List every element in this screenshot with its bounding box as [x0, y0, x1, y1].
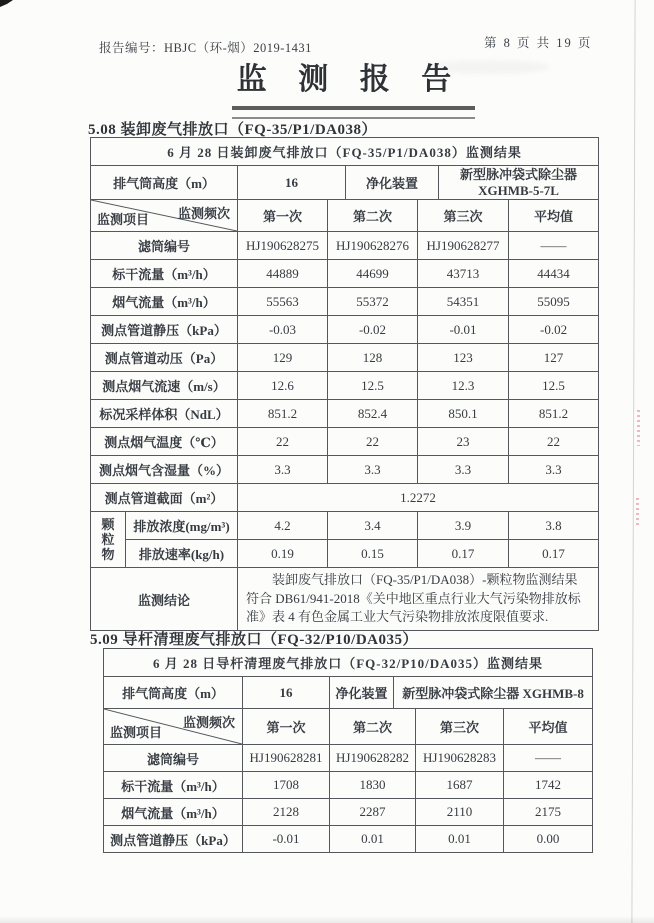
cell-value: 44434 [509, 260, 599, 288]
cell-value: 4.2 [238, 512, 328, 540]
conclusion-label: 监测结论 [91, 568, 238, 631]
purifier-device-line2: XGHMB-5-7L [478, 182, 559, 198]
cell-value: -0.01 [418, 316, 509, 344]
table-row [91, 344, 599, 372]
section-heading-5-08: 5.08 装卸废气排放口（FQ-35/P1/DA038） [88, 122, 377, 138]
table-row [91, 372, 599, 400]
cell-value: 3.3 [418, 456, 509, 484]
particulate-row [91, 512, 599, 540]
stack-height-value: 16 [243, 677, 330, 709]
cell-value: 851.2 [238, 400, 328, 428]
table-title: 6 月 28 日装卸废气排放口（FQ-35/P1/DA038）监测结果 [91, 138, 599, 166]
cell-value: -0.02 [328, 316, 418, 344]
cell-value: 850.1 [418, 400, 509, 428]
particulate-row [91, 540, 599, 568]
row-label: 测点烟气流速（m/s） [91, 372, 238, 400]
table-title-row [104, 649, 593, 677]
cell-value: -0.01 [243, 826, 330, 853]
cell-value: 1687 [416, 772, 504, 799]
diagonal-header-cell [91, 200, 238, 232]
cell-value: 3.3 [509, 456, 599, 484]
cell-value: 3.3 [328, 456, 418, 484]
table-row [91, 260, 599, 288]
cell-value: 1742 [504, 772, 593, 799]
table-row [104, 826, 593, 853]
row-label: 测点管道动压（Pa） [91, 344, 238, 372]
duct-section-row [91, 484, 599, 512]
duct-section-label: 测点管道截面（m²） [91, 484, 238, 512]
col-header-third: 第三次 [416, 709, 504, 745]
diagonal-header-cell [104, 709, 243, 745]
cell-value: 3.4 [328, 512, 418, 540]
purifier-device [439, 166, 599, 200]
cell-value: HJ190628281 [243, 745, 330, 772]
cell-value: 0.17 [509, 540, 599, 568]
cell-value: 22 [238, 428, 328, 456]
diag-frequency-label: 监测频次 [182, 715, 235, 730]
cell-value: 127 [509, 344, 599, 372]
row-label: 测点烟气温度（℃） [91, 428, 238, 456]
cell-value: 22 [509, 428, 599, 456]
table-title: 6 月 28 日导杆清理废气排放口（FQ-32/P10/DA035）监测结果 [104, 649, 593, 677]
row-label: 烟气流量（m³/h） [104, 799, 243, 826]
monitoring-table-loading-outlet [90, 137, 599, 631]
stack-height-value: 16 [238, 166, 346, 200]
section-heading-5-09: 5.09 导杆清理废气排放口（FQ-32/P10/DA035） [90, 632, 418, 648]
cell-value: 12.5 [509, 372, 599, 400]
col-header-third: 第三次 [418, 200, 509, 232]
row-label: 测点管道静压（kPa） [104, 826, 243, 853]
cell-value: 2287 [330, 799, 416, 826]
cell-value: 22 [328, 428, 418, 456]
cell-value: —— [509, 232, 599, 260]
cell-value: 2110 [416, 799, 504, 826]
cell-value: HJ190628283 [416, 745, 504, 772]
document-title: 监 测 报 告 [236, 63, 464, 96]
cell-value: 3.9 [418, 512, 509, 540]
page-number: 第 8 页 共 19 页 [484, 36, 593, 50]
row-label: 烟气流量（m³/h） [91, 288, 238, 316]
row-label: 滤筒编号 [91, 232, 238, 260]
cell-value: 851.2 [509, 400, 599, 428]
table-row [104, 799, 593, 826]
table-row [91, 400, 599, 428]
cell-value: 2175 [504, 799, 593, 826]
purifier-device-line1: 新型脉冲袋式除尘器 [460, 166, 578, 182]
col-header-first: 第一次 [243, 709, 330, 745]
cell-value: 43713 [418, 260, 509, 288]
table-row [91, 232, 599, 260]
col-header-second: 第二次 [328, 200, 418, 232]
row-label: 标干流量（m³/h） [91, 260, 238, 288]
stack-height-label: 排气筒高度（m） [104, 677, 243, 709]
cell-value: 3.8 [509, 512, 599, 540]
ink-bleed-mark [637, 410, 640, 446]
cell-value: 12.3 [418, 372, 509, 400]
stack-info-row [91, 166, 599, 200]
particulate-group-label: 颗粒物 [91, 512, 126, 568]
col-header-first: 第一次 [238, 200, 328, 232]
cell-value: HJ190628282 [330, 745, 416, 772]
cell-value: —— [504, 745, 593, 772]
page-edge-line [631, 0, 635, 923]
table-row [91, 456, 599, 484]
row-label: 滤筒编号 [104, 745, 243, 772]
table-row [91, 288, 599, 316]
cell-value: 0.17 [418, 540, 509, 568]
cell-value: HJ190628276 [328, 232, 418, 260]
col-header-second: 第二次 [330, 709, 416, 745]
purifier-label: 净化装置 [330, 677, 394, 709]
cell-value: 852.4 [328, 400, 418, 428]
pm-row-label: 排放速率(kg/h) [126, 540, 238, 568]
cell-value: 128 [328, 344, 418, 372]
duct-section-value: 1.2272 [238, 484, 599, 512]
cell-value: 23 [418, 428, 509, 456]
diag-frequency-label: 监测频次 [177, 206, 230, 221]
cell-value: 1708 [243, 772, 330, 799]
cell-value: HJ190628275 [238, 232, 328, 260]
frequency-header-row [104, 709, 593, 745]
cell-value: 54351 [418, 288, 509, 316]
conclusion-text: 装卸废气排放口（FQ-35/P1/DA038）-颗粒物监测结果符合 DB61/941-2018《关中地区重点行业大气污染物排放标准》表 4 有色金属工业大气污染物排放浓度限值要求. [238, 568, 599, 631]
cell-value: -0.03 [238, 316, 328, 344]
cell-value: 44699 [328, 260, 418, 288]
conclusion-row [91, 568, 599, 631]
scan-bottom-shadow [0, 916, 654, 923]
cell-value: 44889 [238, 260, 328, 288]
row-label: 测点管道静压（kPa） [91, 316, 238, 344]
cell-value: 12.5 [328, 372, 418, 400]
col-header-average: 平均值 [504, 709, 593, 745]
cell-value: 12.6 [238, 372, 328, 400]
table-row [104, 745, 593, 772]
cell-value: 0.01 [330, 826, 416, 853]
table-row [91, 316, 599, 344]
frequency-header-row [91, 200, 599, 232]
table-title-row [91, 138, 599, 166]
cell-value: -0.02 [509, 316, 599, 344]
cell-value: 55095 [509, 288, 599, 316]
stack-height-label: 排气筒高度（m） [91, 166, 238, 200]
pm-row-label: 排放浓度(mg/m³) [126, 512, 238, 540]
table-row [91, 428, 599, 456]
stack-info-row [104, 677, 593, 709]
cell-value: 0.15 [328, 540, 418, 568]
purifier-device: 新型脉冲袋式除尘器 XGHMB-8 [394, 677, 593, 709]
purifier-label: 净化装置 [346, 166, 439, 200]
col-header-average: 平均值 [509, 200, 599, 232]
cell-value: HJ190628277 [418, 232, 509, 260]
ink-bleed-mark [636, 498, 639, 526]
cell-value: 0.19 [238, 540, 328, 568]
cell-value: 0.00 [504, 826, 593, 853]
cell-value: 123 [418, 344, 509, 372]
diag-item-label: 监测项目 [97, 212, 150, 227]
cell-value: 3.3 [238, 456, 328, 484]
cell-value: 0.01 [416, 826, 504, 853]
row-label: 标干流量（m³/h） [104, 772, 243, 799]
cell-value: 2128 [243, 799, 330, 826]
cell-value: 55372 [328, 288, 418, 316]
cell-value: 129 [238, 344, 328, 372]
cell-value: 55563 [238, 288, 328, 316]
report-number: 报告编号：HBJC（环-烟）2019-1431 [99, 41, 312, 55]
row-label: 测点烟气含湿量（%） [91, 456, 238, 484]
scan-corner-artifact [0, 0, 13, 7]
diag-item-label: 监测项目 [110, 725, 163, 740]
table-row [104, 772, 593, 799]
monitoring-table-rod-cleaning-outlet [103, 648, 593, 853]
row-label: 标况采样体积（NdL） [91, 400, 238, 428]
cell-value: 1830 [330, 772, 416, 799]
